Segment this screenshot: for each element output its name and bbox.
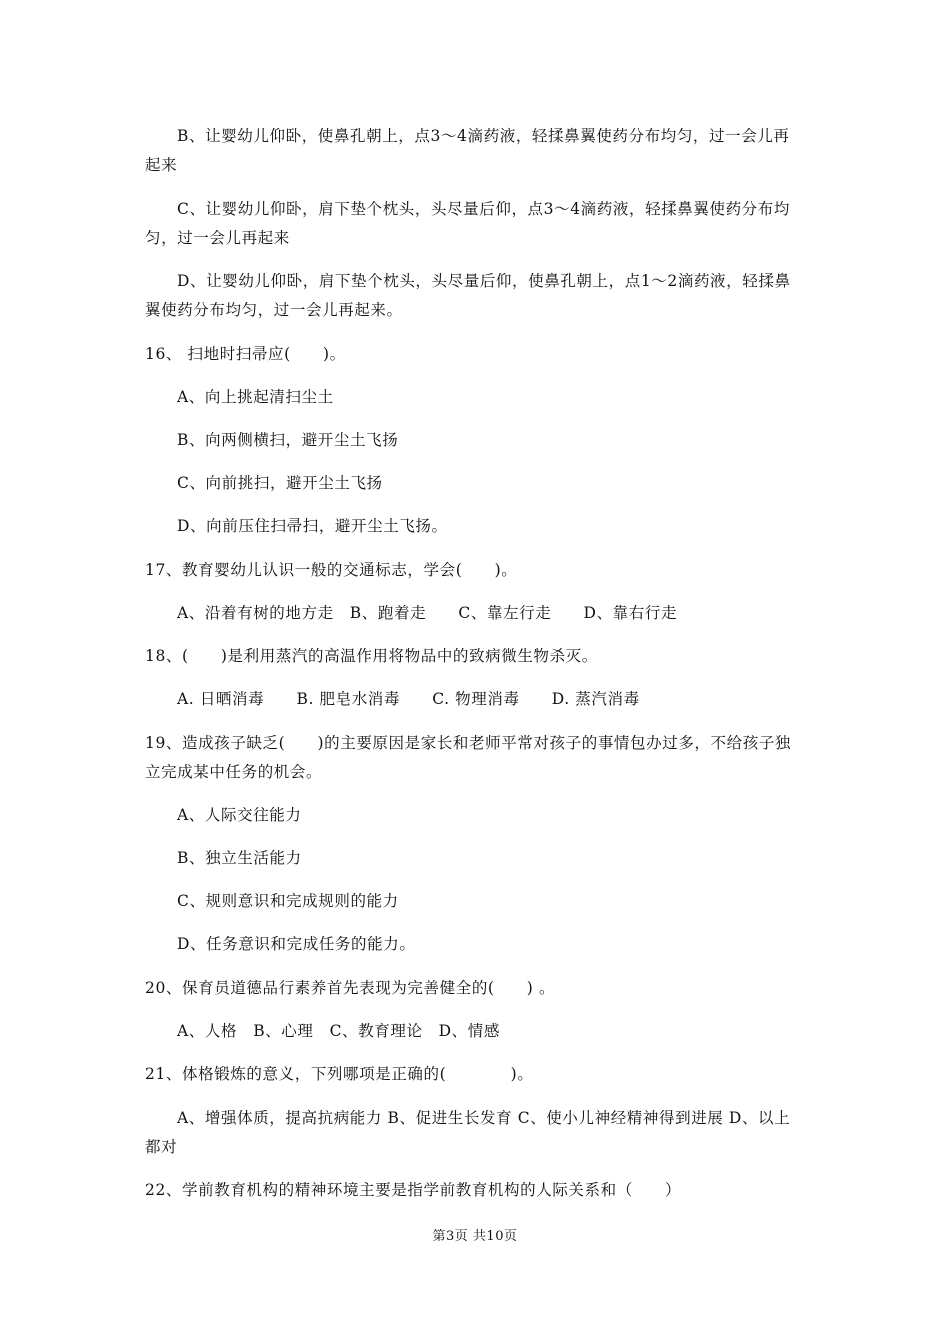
options-21-line-1: A、增强体质，提高抗病能力 B、促进生长发育 C、使小儿神经精神得到进展 D、以上 <box>177 1109 791 1127</box>
option-16b: B、向两侧横扫，避开尘土飞扬 <box>177 431 399 449</box>
option-15c-line-1: C、让婴幼儿仰卧，肩下垫个枕头，头尽量后仰，点3～4滴药液，轻揉鼻翼使药分布均 <box>177 200 790 218</box>
option-16a: A、向上挑起清扫尘土 <box>177 388 334 406</box>
options-18: A. 日晒消毒 B. 肥皂水消毒 C. 物理消毒 D. 蒸汽消毒 <box>177 690 640 708</box>
options-21-line-2: 都对 <box>145 1138 178 1156</box>
question-19-line-2: 立完成某中任务的机会。 <box>145 763 323 781</box>
question-16: 16、 扫地时扫帚应( )。 <box>145 345 346 363</box>
option-15b-line-2: 起来 <box>145 156 178 174</box>
option-19d: D、任务意识和完成任务的能力。 <box>177 935 416 953</box>
option-15c-line-2: 匀，过一会儿再起来 <box>145 229 290 247</box>
options-17: A、沿着有树的地方走 B、跑着走 C、靠左行走 D、靠右行走 <box>177 604 678 622</box>
option-19a: A、人际交往能力 <box>177 806 302 824</box>
option-16d: D、向前压住扫帚扫，避开尘土飞扬。 <box>177 517 448 535</box>
option-19c: C、规则意识和完成规则的能力 <box>177 892 399 910</box>
option-16c: C、向前挑扫，避开尘土飞扬 <box>177 474 383 492</box>
question-20: 20、保育员道德品行素养首先表现为完善健全的( ) 。 <box>145 979 556 997</box>
question-22: 22、学前教育机构的精神环境主要是指学前教育机构的人际关系和（ ） <box>145 1181 682 1199</box>
question-18: 18、( )是利用蒸汽的高温作用将物品中的致病微生物杀灭。 <box>145 647 598 665</box>
option-15b-line-1: B、让婴幼儿仰卧，使鼻孔朝上，点3～4滴药液，轻揉鼻翼使药分布均匀，过一会儿再 <box>177 127 790 145</box>
page-footer: 第3页 共10页 <box>432 1229 518 1244</box>
question-19-line-1: 19、造成孩子缺乏( )的主要原因是家长和老师平常对孩子的事情包办过多，不给孩子独 <box>145 734 792 752</box>
option-15d-line-2: 翼使药分布均匀，过一会儿再起来。 <box>145 301 403 319</box>
option-19b: B、独立生活能力 <box>177 849 302 867</box>
question-17: 17、教育婴幼儿认识一般的交通标志，学会( )。 <box>145 561 518 579</box>
options-20: A、人格 B、心理 C、教育理论 D、情感 <box>177 1022 500 1040</box>
question-21: 21、体格锻炼的意义，下列哪项是正确的( )。 <box>145 1065 534 1083</box>
option-15d-line-1: D、让婴幼儿仰卧，肩下垫个枕头，头尽量后仰，使鼻孔朝上，点1～2滴药液，轻揉鼻 <box>177 272 791 290</box>
